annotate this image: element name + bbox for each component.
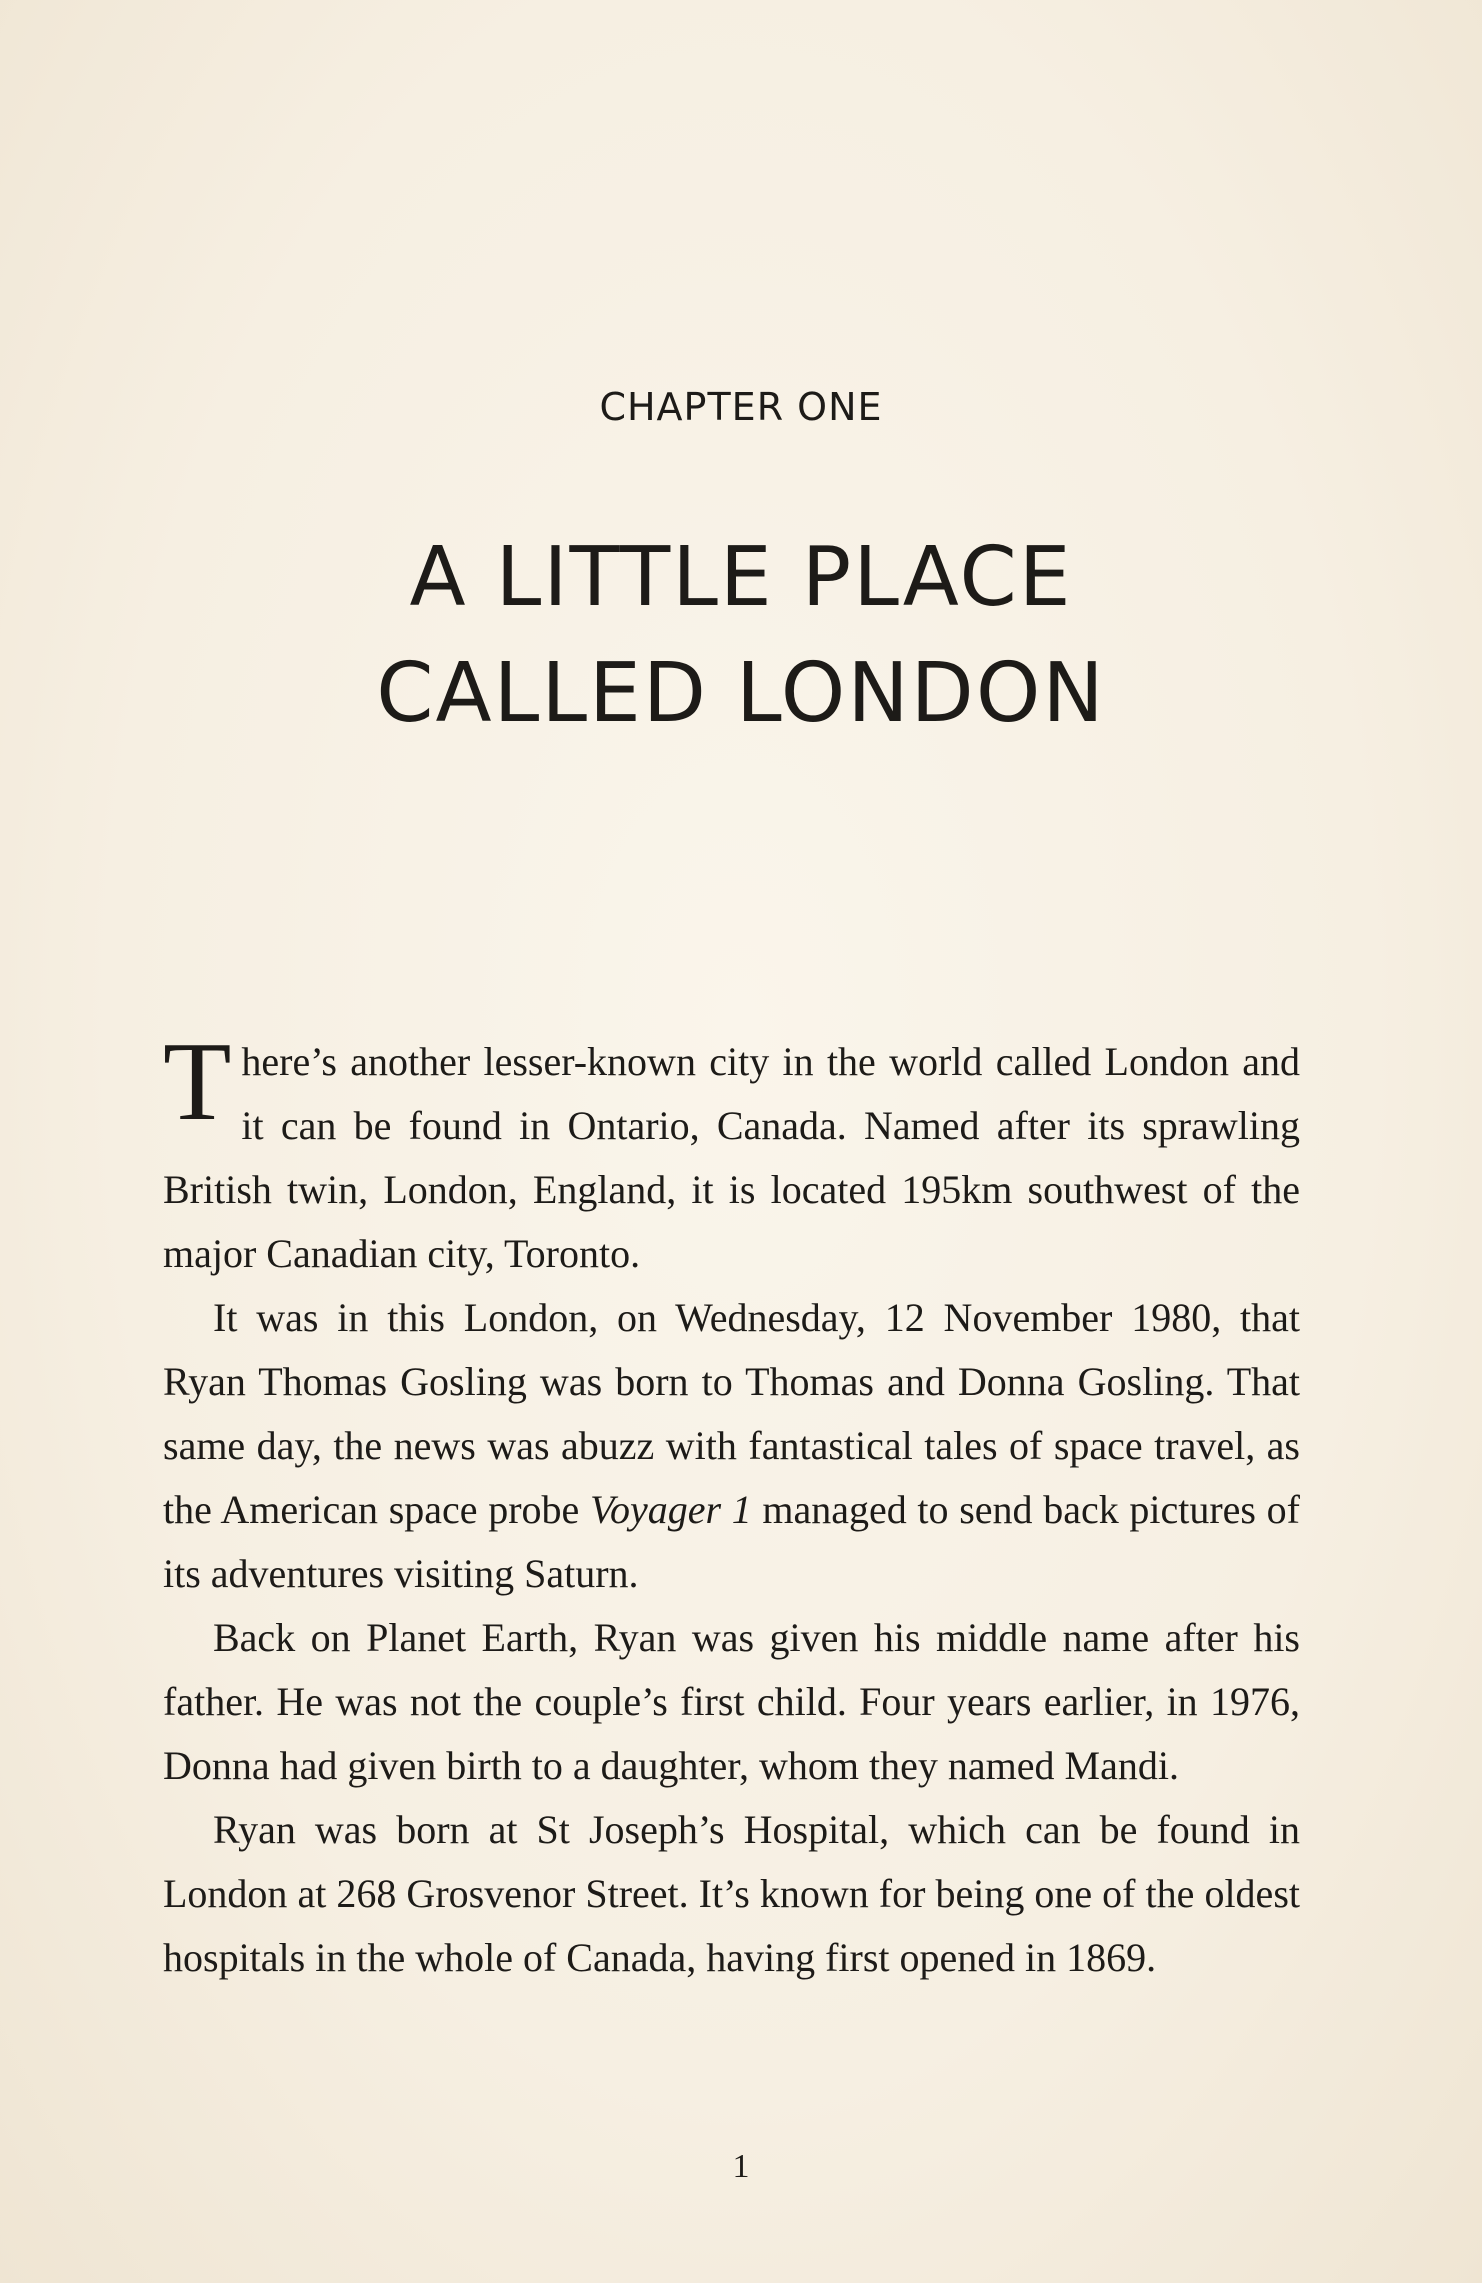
chapter-title xyxy=(0,520,1482,752)
paragraph-2-text-end: managed to send back pictures of its adventures visiting Saturn. xyxy=(163,1487,1300,1596)
paragraph-1-text: here’s another lesser-known city in the world called London and it can be found in Ontario, Canada. Named after its sprawling British twin, London, England, it is located 195km southwest of the major Canadian city, Toronto. xyxy=(163,1039,1300,1276)
chapter-title-line-2: CALLED LONDON xyxy=(376,646,1106,741)
page-number: 1 xyxy=(732,2148,750,2185)
paragraph-3: Back on Planet Earth, Ryan was given his middle name after his father. He was not the couple’s first child. Four years earlier, in 1976, Donna had given birth to a daughter, whom they named Mandi. xyxy=(163,1615,1300,1788)
paragraph-4: Ryan was born at St Joseph’s Hospital, which can be found in London at 268 Grosvenor Street. It’s known for being one of the oldest hospitals in the whole of Canada, having first opened in 1869. xyxy=(163,1807,1300,1980)
chapter-body xyxy=(163,1020,1300,1990)
chapter-title-line-1: A LITTLE PLACE xyxy=(409,530,1073,625)
paragraph-2 xyxy=(163,1286,1300,1606)
paragraph-2-text-start: It was in this London, on Wednesday, 12 November 1980, that Ryan Thomas Gosling was born to Thomas and Donna Gosling. That same day, the news was abuzz with fantastical tales of space travel, as the American space probe xyxy=(163,1295,1300,1532)
drop-cap: T xyxy=(163,1020,232,1144)
chapter-label: CHAPTER ONE xyxy=(599,385,883,429)
paragraph-1 xyxy=(163,1020,1300,1286)
paragraph-2-italic: Voyager 1 xyxy=(589,1487,752,1532)
